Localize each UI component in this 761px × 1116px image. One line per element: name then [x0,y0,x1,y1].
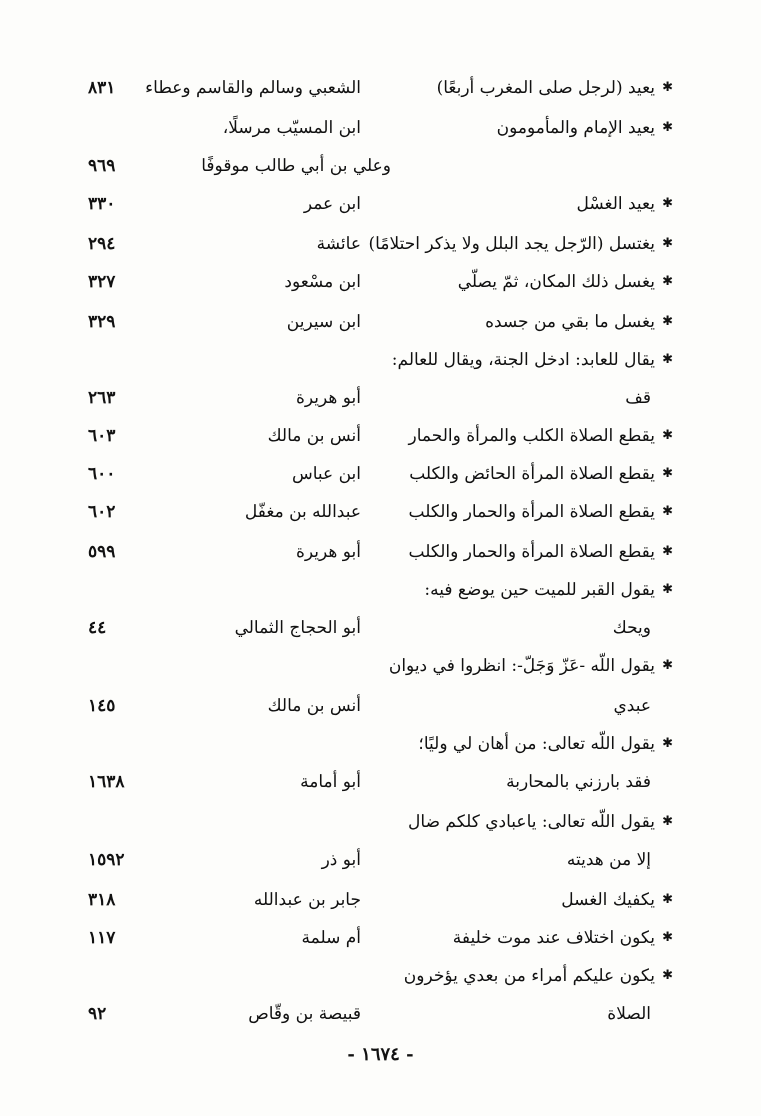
entry-narrator: وعلي بن أبي طالب موقوفًا [201,156,391,176]
entry-page-ref: ٣١٨ [88,890,116,910]
index-entry [0,652,761,680]
entry-narrator: الشعبي وسالم والقاسم وعطاء [145,78,361,98]
star-marker-icon: ✱ [662,466,673,481]
entry-page-ref: ١٤٥ [88,696,116,716]
entry-page-ref: ٥٩٩ [88,542,116,562]
entry-text: يقول القبر للميت حين يوضع فيه: [424,580,655,600]
entry-text: يعيد الإمام والمأمومون [496,118,655,138]
entry-narrator: ابن مسْعود [284,272,361,292]
entry-narrator: ابن عمر [303,194,361,214]
entry-page-ref: ٨٣١ [88,78,116,98]
index-entry [0,346,761,374]
index-entry [0,498,761,526]
star-marker-icon: ✱ [662,582,673,597]
entry-page-ref: ٦٠٠ [88,464,116,484]
index-entry [0,230,761,258]
entry-page-ref: ٦٠٣ [88,426,116,446]
star-marker-icon: ✱ [662,428,673,443]
entry-text: يقطع الصلاة الكلب والمرأة والحمار [408,426,655,446]
star-marker-icon: ✱ [662,120,673,135]
entry-narrator: أم سلمة [301,928,361,948]
entry-narrator: أبو الحجاج الثمالي [234,618,361,638]
star-marker-icon: ✱ [662,814,673,829]
entry-page-ref: ١٥٩٢ [88,850,125,870]
star-marker-icon: ✱ [662,352,673,367]
entry-narrator: عائشة [316,234,361,254]
entry-text: قف [625,388,651,408]
entry-page-ref: ٣٢٩ [88,312,116,332]
entry-narrator: عبدالله بن مغفّل [244,502,361,522]
star-marker-icon: ✱ [662,314,673,329]
star-marker-icon: ✱ [662,80,673,95]
entry-text: يغتسل (الرّجل يجد البلل ولا يذكر احتلامًا) [368,234,655,254]
index-entry [0,730,761,758]
entry-page-ref: ١٦٣٨ [88,772,125,792]
star-marker-icon: ✱ [662,736,673,751]
index-entry [0,538,761,566]
index-entry [0,924,761,952]
index-entry [0,962,761,990]
entry-page-ref: ٦٠٢ [88,502,116,522]
index-entry [0,190,761,218]
entry-text: يقول اللّه تعالى: ياعبادي كلكم ضال [408,812,655,832]
entry-text: يقول اللّه -عَزّ وَجَلّ-: انظروا في ديوان [388,656,655,676]
entry-text: يقطع الصلاة المرأة والحمار والكلب [408,542,655,562]
entry-text: يقطع الصلاة المرأة الحائض والكلب [409,464,655,484]
entry-text: يقطع الصلاة المرأة والحمار والكلب [408,502,655,522]
star-marker-icon: ✱ [662,892,673,907]
entry-page-ref: ٢٦٣ [88,388,116,408]
entry-text: يكون عليكم أمراء من بعدي يؤخرون [403,966,655,986]
star-marker-icon: ✱ [662,544,673,559]
star-marker-icon: ✱ [662,968,673,983]
entry-text: يكون اختلاف عند موت خليفة [452,928,655,948]
index-entry [0,886,761,914]
star-marker-icon: ✱ [662,658,673,673]
entry-page-ref: ٤٤ [88,618,107,638]
entry-text: يعيد الغسْل [576,194,655,214]
index-entry [0,460,761,488]
index-entry [0,384,761,412]
index-entry [0,808,761,836]
entry-page-ref: ٩٦٩ [88,156,116,176]
entry-narrator: جابر بن عبدالله [253,890,361,910]
entry-page-ref: ٢٩٤ [88,234,116,254]
entry-page-ref: ٣٣٠ [88,194,116,214]
entry-narrator: أبو هريرة [295,388,361,408]
entry-text: يعيد (لرجل صلى المغرب أربعًا) [436,78,655,98]
index-entry [0,1000,761,1028]
index-entry [0,268,761,296]
entry-text: يقول اللّه تعالى: من أهان لي وليًا؛ [418,734,655,754]
entry-text: يغسل ذلك المكان، ثمّ يصلّي [457,272,655,292]
entry-narrator: أنس بن مالك [267,426,361,446]
entry-page-ref: ٣٢٧ [88,272,116,292]
entry-narrator: ابن سيرين [286,312,361,332]
index-entry [0,114,761,142]
entry-text: الصلاة [607,1004,651,1024]
page-number: - ١٦٧٤ - [347,1044,414,1065]
entry-text: ويحك [612,618,651,638]
index-entry [0,614,761,642]
entry-narrator: ابن عباس [291,464,361,484]
entry-narrator: ابن المسيّب مرسلًا، [222,118,361,138]
star-marker-icon: ✱ [662,930,673,945]
index-entry [0,846,761,874]
index-entry [0,74,761,102]
entry-narrator: أبو ذر [321,850,361,870]
entry-page-ref: ١١٧ [88,928,116,948]
entry-narrator: قبيصة بن وقّاص [248,1004,361,1024]
entry-text: يكفيك الغسل [561,890,655,910]
index-entry [0,152,761,180]
star-marker-icon: ✱ [662,504,673,519]
entry-text: إلا من هديته [566,850,651,870]
index-entry [0,576,761,604]
star-marker-icon: ✱ [662,274,673,289]
entry-narrator: أنس بن مالك [267,696,361,716]
entry-text: فقد بارزني بالمحاربة [506,772,651,792]
entry-narrator: أبو هريرة [295,542,361,562]
entry-page-ref: ٩٢ [88,1004,107,1024]
star-marker-icon: ✱ [662,196,673,211]
index-entry [0,768,761,796]
entry-text: عبدي [613,696,651,716]
index-entry [0,692,761,720]
entry-narrator: أبو أمامة [300,772,361,792]
star-marker-icon: ✱ [662,236,673,251]
entry-text: يقال للعابد: ادخل الجنة، ويقال للعالم: [391,350,655,370]
index-entry [0,308,761,336]
entry-text: يغسل ما بقي من جسده [485,312,655,332]
index-entry [0,422,761,450]
